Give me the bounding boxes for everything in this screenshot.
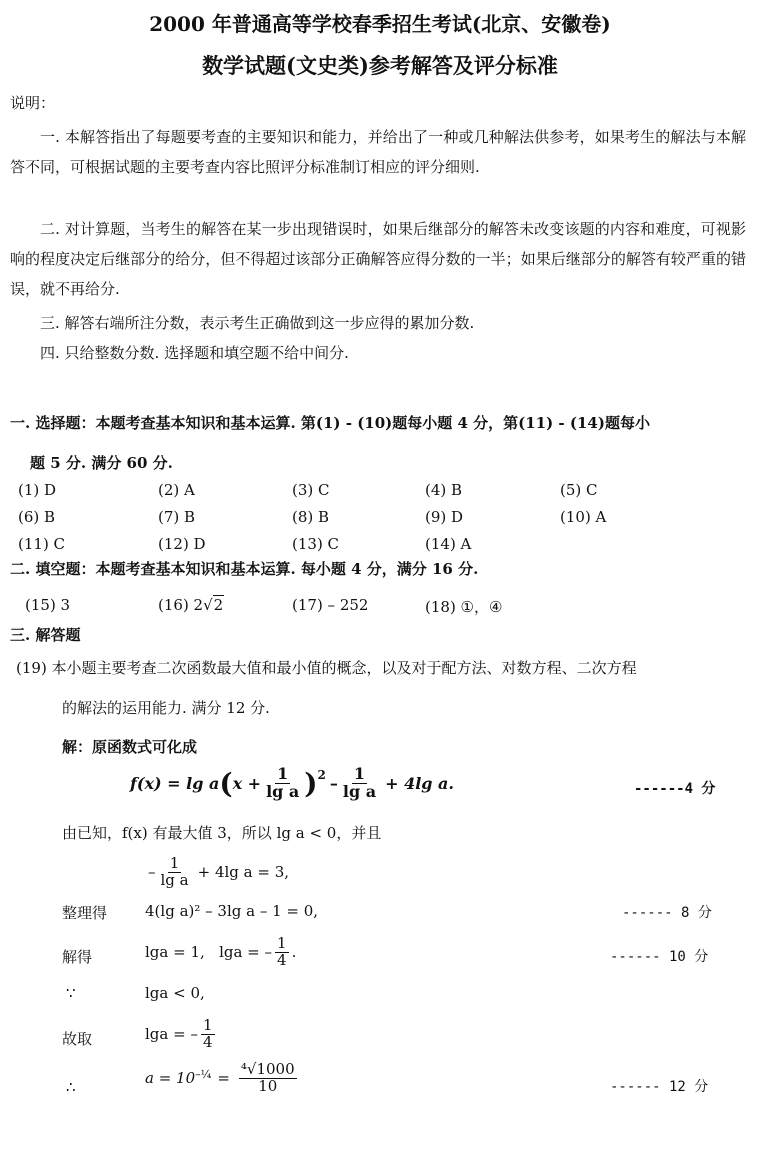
final-frac-num: ⁴√1000 <box>240 1060 295 1078</box>
take-eq-text: lga = – <box>145 1025 198 1044</box>
note-3: 三. 解答右端所注分数，表示考生正确做到这一步应得的累加分数. <box>40 314 475 332</box>
final-lhs: a = 10 <box>145 1069 196 1088</box>
answer-13: (13) C <box>292 535 340 553</box>
answer-3: (3) C <box>292 481 330 499</box>
step-solve-frac <box>275 936 289 969</box>
answer-12: (12) D <box>158 535 206 553</box>
take-eq <box>145 1018 218 1051</box>
answer-11: (11) C <box>18 535 66 553</box>
answer-7: (7) B <box>158 508 196 526</box>
equation-2 <box>148 856 289 889</box>
final-frac <box>239 1062 297 1095</box>
take-label: 故取 <box>62 1030 93 1048</box>
eq1-tail: + 4lg a. <box>385 773 454 793</box>
final-eq <box>145 1062 300 1095</box>
answer-5: (5) C <box>560 481 598 499</box>
eq1-frac2-num: 1 <box>353 764 366 783</box>
score-12: ------ 12 分 <box>610 1079 709 1095</box>
therefore-icon: ∴ <box>66 1078 76 1096</box>
section3-heading: 三. 解答题 <box>10 626 81 644</box>
step-arrange-eq: 4(lg a)² – 3lg a – 1 = 0, <box>145 902 319 920</box>
score-8: ------ 8 分 <box>622 905 712 921</box>
answer-1: (1) D <box>18 481 57 499</box>
answer-6: (6) B <box>18 508 56 526</box>
final-frac-den: 10 <box>258 1076 278 1095</box>
section1-intro-line1: 一. 选择题：本题考查基本知识和基本运算. 第(1) - (10)题每小题 4 分，第(11) - (14)题每小 <box>10 414 650 432</box>
step-known: 由已知，f(x) 有最大值 3，所以 lg a < 0，并且 <box>62 824 382 842</box>
answer-16-label: (16) 2 <box>158 596 204 614</box>
page-subtitle: 数学试题(文史类)参考解答及评分标准 <box>202 53 558 78</box>
sqrt-icon: √ <box>203 596 213 614</box>
because-icon: ∵ <box>66 984 76 1002</box>
take-frac-num: 1 <box>202 1016 213 1034</box>
step-solve-frac-den: 4 <box>277 950 287 969</box>
answer-4: (4) B <box>425 481 463 499</box>
note-4: 四. 只给整数分数. 选择题和填空题不给中间分. <box>40 344 349 362</box>
eq2-minus: – <box>148 863 156 882</box>
note-1: 一. 本解答指出了每题要考查的主要知识和能力，并给出了一种或几种解法供参考，如果考生的解法与本解答不同，可根据试题的主要考查内容比照评分标准制订相应的评分细则. <box>10 128 746 176</box>
q19-line2: 的解法的运用能力. 满分 12 分. <box>62 699 270 717</box>
because-eq: lga < 0, <box>145 984 205 1002</box>
final-equals: = <box>217 1069 230 1088</box>
eq2-frac-den: lg a <box>160 870 189 889</box>
note-2: 二. 对计算题，当考生的解答在某一步出现错误时，如果后继部分的解答未改变该题的内容和难度，可视影响的程度决定后继部分的给分，但不得超过该部分正确解答应得分数的一半；如果后继部分的解答有较严重的错误，就不再给分. <box>10 220 746 298</box>
solution-label: 解：原函数式可化成 <box>62 738 198 756</box>
score-10: ------ 10 分 <box>610 949 709 965</box>
eq2-tail: + 4lg a = 3, <box>197 863 290 882</box>
right-paren-icon: ) <box>304 766 318 800</box>
answer-14: (14) A <box>425 535 472 553</box>
answer-15: (15) 3 <box>25 596 71 614</box>
score-4: ------4 分 <box>634 781 716 797</box>
section2-intro: 二. 填空题：本题考查基本知识和基本运算. 每小题 4 分，满分 16 分. <box>10 560 479 578</box>
answer-17: (17) – 252 <box>292 596 369 614</box>
step-solve-label: 解得 <box>62 948 93 966</box>
eq1-square: 2 <box>317 768 326 782</box>
step-solve-eq-a: lga = 1, lga = – <box>145 943 273 962</box>
eq1-minus: – <box>329 773 338 793</box>
eq1-lhs: f(x) = lg a <box>130 773 220 793</box>
equation-1 <box>130 766 454 801</box>
page-title: 2000 年普通高等学校春季招生考试(北京、安徽卷) <box>149 12 611 36</box>
eq1-frac <box>264 766 301 801</box>
take-frac-den: 4 <box>202 1032 213 1051</box>
answer-16-radicand: 2 <box>213 596 224 614</box>
answer-2: (2) A <box>158 481 195 499</box>
answer-10: (10) A <box>560 508 607 526</box>
eq1-frac2-den: lg a <box>342 781 377 801</box>
answer-8: (8) B <box>292 508 330 526</box>
take-frac <box>201 1018 215 1051</box>
answer-18: (18) ①，④ <box>425 598 503 616</box>
eq1-inner-left: x + <box>232 773 262 793</box>
answer-16 <box>158 596 224 614</box>
step-arrange-label: 整理得 <box>62 904 108 922</box>
q19-line1: (19) 本小题主要考查二次函数最大值和最小值的概念，以及对于配方法、对数方程、二次方程 <box>16 659 637 677</box>
eq1-frac2 <box>341 766 378 801</box>
eq2-frac-num: 1 <box>169 854 180 872</box>
step-solve-frac-num: 1 <box>277 934 287 952</box>
step-solve-eq <box>145 936 296 969</box>
final-exp: –¼ <box>195 1068 212 1081</box>
eq1-frac-num: 1 <box>277 764 289 783</box>
left-paren-icon: ( <box>219 766 233 800</box>
eq1-frac-den: lg a <box>266 781 300 801</box>
eq2-frac <box>159 856 191 889</box>
step-solve-period: . <box>291 943 297 962</box>
answer-9: (9) D <box>425 508 464 526</box>
section1-intro-line2: 题 5 分. 满分 60 分. <box>30 454 173 472</box>
notes-heading: 说明： <box>10 94 56 112</box>
